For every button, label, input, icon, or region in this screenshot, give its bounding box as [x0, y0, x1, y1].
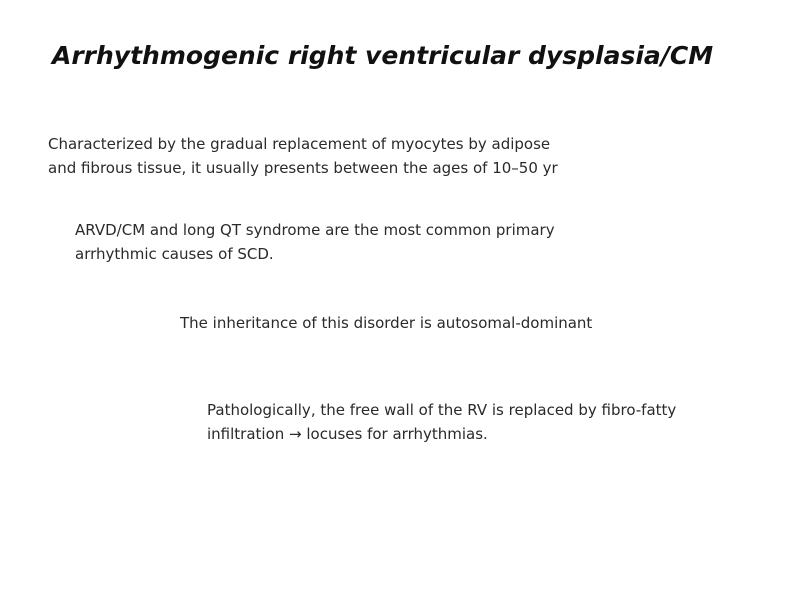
paragraph-line: ARVD/CM and long QT syndrome are the most common primary [75, 221, 555, 239]
paragraph-inheritance [180, 311, 592, 335]
paragraph-scd-causes [75, 218, 555, 266]
paragraph-line: The inheritance of this disorder is autosomal-dominant [180, 314, 593, 332]
paragraph-characterization [48, 132, 558, 180]
paragraph-pathology [207, 398, 676, 446]
paragraph-line: Pathologically, the free wall of the RV is replaced by fibro-fatty [207, 401, 677, 419]
slide-title: Arrhythmogenic right ventricular dysplasia/CM [52, 41, 714, 70]
paragraph-line: arrhythmic causes of SCD. [75, 245, 274, 263]
paragraph-line: infiltration → locuses for arrhythmias. [207, 425, 488, 443]
paragraph-line: and fibrous tissue, it usually presents between the ages of 10–50 yr [48, 159, 558, 177]
paragraph-line: Characterized by the gradual replacement of myocytes by adipose [48, 135, 551, 153]
